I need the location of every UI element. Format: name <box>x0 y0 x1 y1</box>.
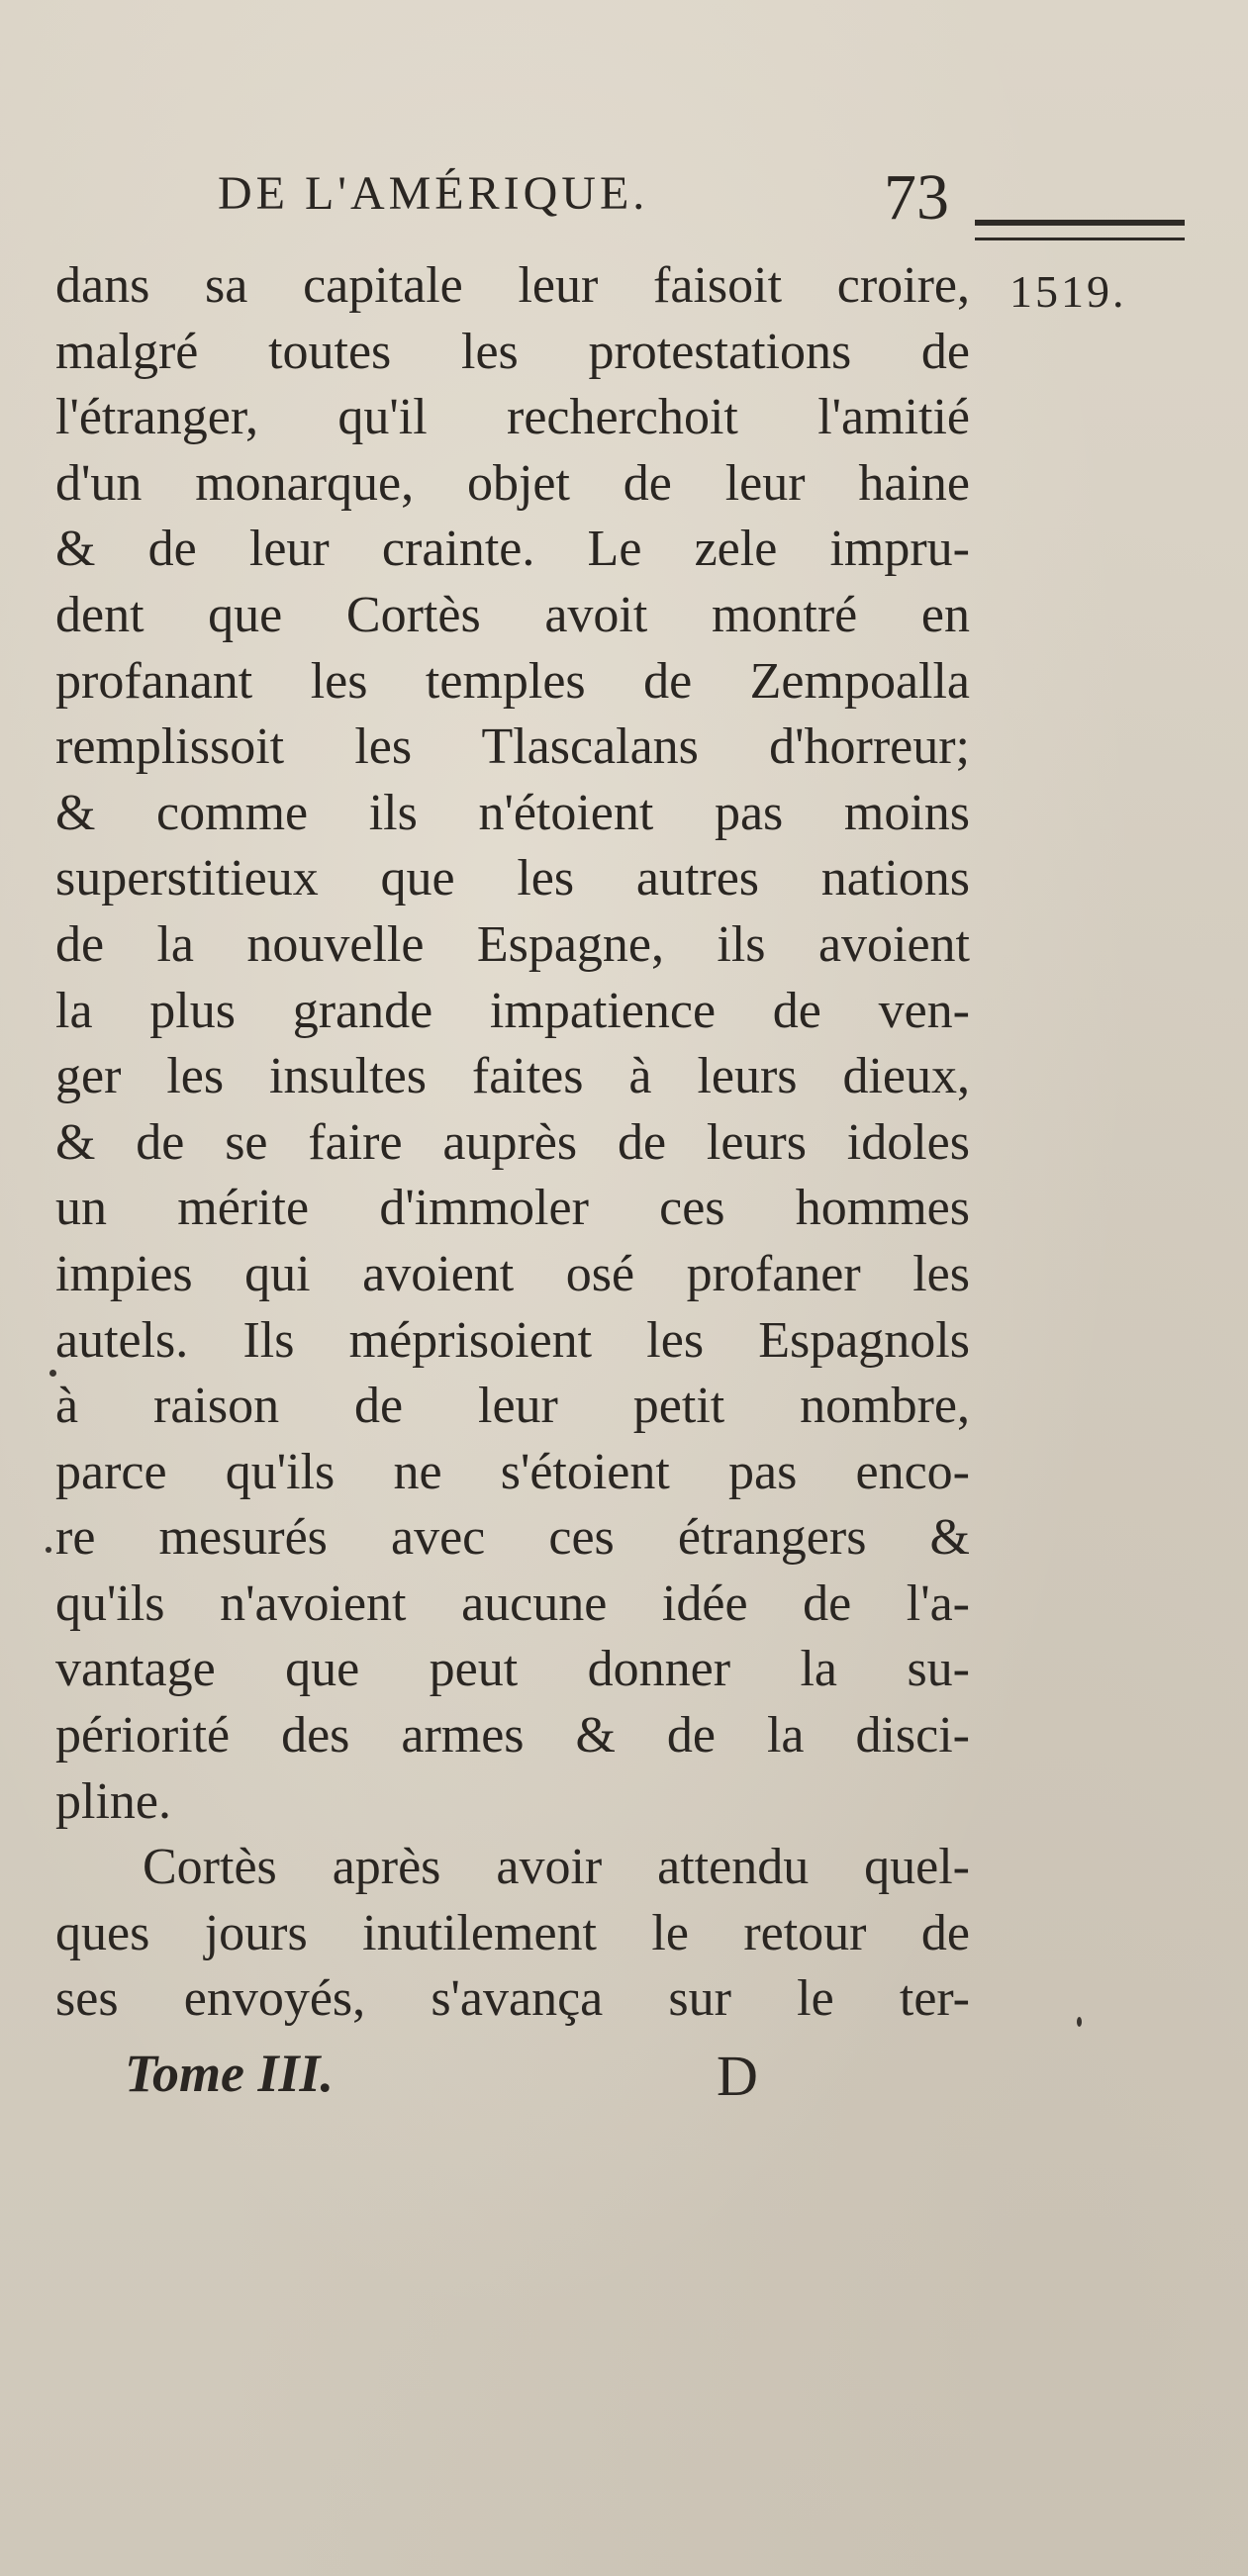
text-line: la plus grande impatience de ven- <box>55 982 970 1039</box>
text-line: dans sa capitale leur faisoit croire, <box>55 257 970 314</box>
body-text <box>55 253 970 2033</box>
margin-year-note: 1519. <box>1009 266 1127 317</box>
text-line: Cortès après avoir attendu quel- <box>143 1839 970 1896</box>
text-line: périorité des armes & de la disci- <box>55 1707 970 1765</box>
text-line: autels. Ils méprisoient les Espagnols <box>55 1311 970 1369</box>
text-line: dent que Cortès avoit montré en <box>55 586 970 643</box>
volume-signature: Tome III. <box>125 2044 335 2103</box>
page-number: 73 <box>884 161 949 234</box>
text-line: pline. <box>55 1772 171 1830</box>
ink-speck <box>46 1547 51 1553</box>
text-line: impies qui avoient osé profaner les <box>55 1245 970 1302</box>
gathering-mark: D <box>717 2044 758 2108</box>
ink-speck <box>49 1370 56 1377</box>
text-line: remplissoit les Tlascalans d'horreur; <box>55 718 970 776</box>
text-line: & de leur crainte. Le zele impru- <box>55 521 970 578</box>
header-rule <box>975 220 1185 226</box>
text-line: ques jours inutilement le retour de <box>55 1904 970 1961</box>
text-line: re mesurés avec ces étrangers & <box>55 1509 970 1567</box>
text-line: & de se faire auprès de leurs idoles <box>55 1113 970 1171</box>
text-line: de la nouvelle Espagne, ils avoient <box>55 915 970 973</box>
text-line: profanant les temples de Zempoalla <box>55 652 970 710</box>
text-line: parce qu'ils ne s'étoient pas enco- <box>55 1443 970 1500</box>
header-rule-thin <box>975 238 1185 240</box>
text-line: un mérite d'immoler ces hommes <box>55 1180 970 1237</box>
text-line: ger les insultes faites à leurs dieux, <box>55 1048 970 1105</box>
text-line: qu'ils n'avoient aucune idée de l'a- <box>55 1574 970 1632</box>
ink-speck <box>1077 2017 1082 2027</box>
text-line: d'un monarque, objet de leur haine <box>55 454 970 512</box>
text-line: superstitieux que les autres nations <box>55 850 970 907</box>
text-line: à raison de leur petit nombre, <box>55 1378 970 1435</box>
text-line: malgré toutes les protestations de <box>55 323 970 380</box>
text-line: vantage que peut donner la su- <box>55 1641 970 1698</box>
running-head: DE L'AMÉRIQUE. <box>218 167 649 220</box>
text-line: & comme ils n'étoient pas moins <box>55 784 970 841</box>
text-line: l'étranger, qu'il recherchoit l'amitié <box>55 389 970 446</box>
text-line: ses envoyés, s'avança sur le ter- <box>55 1970 970 2028</box>
